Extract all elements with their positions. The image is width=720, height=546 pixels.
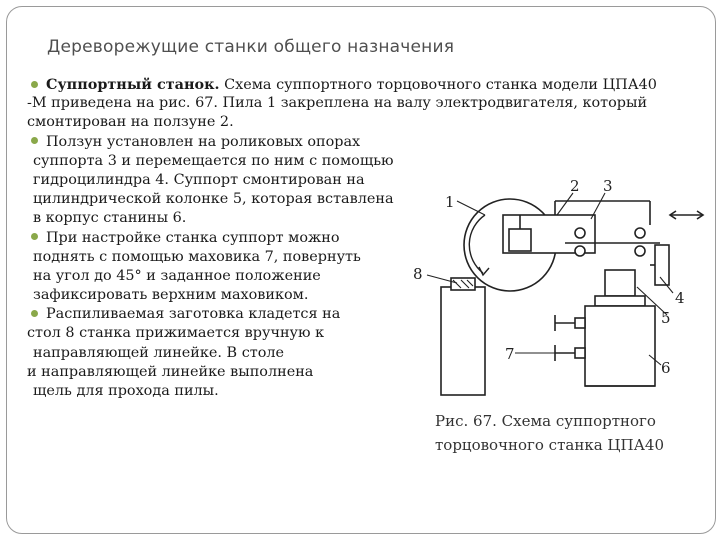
paragraph-3-line-2: поднять с помощью маховика 7, повернуть [33, 248, 361, 265]
paragraph-4-line-3: направляющей линейке. В столе [33, 344, 285, 361]
label-5: 5 [661, 309, 671, 327]
paragraph-text: При настройке станка суппорт можно [46, 229, 340, 246]
paragraph-2-line-3: гидроцилиндра 4. Суппорт смонтирован на [33, 171, 365, 188]
paragraph-2-line-1 [27, 133, 707, 152]
term-support-machine: Суппортный станок. [46, 76, 220, 93]
bullet-icon [31, 137, 38, 144]
machine-diagram [405, 175, 705, 405]
label-6: 6 [661, 359, 671, 377]
label-2: 2 [570, 177, 580, 195]
paragraph-1-line-3: смонтирован на ползуне 2. [27, 114, 234, 131]
figure-caption [435, 409, 664, 457]
slide-title: Дереворежущие станки общего назначения [47, 37, 455, 57]
paragraph-4-line-5: щель для прохода пилы. [33, 383, 219, 399]
label-8: 8 [413, 265, 423, 283]
label-1: 1 [445, 193, 455, 211]
caption-line-2: торцовочного станка ЦПА40 [435, 436, 665, 454]
slide [6, 6, 716, 534]
paragraph-1-line-1 [27, 75, 707, 94]
motor-hub [509, 229, 531, 251]
label-4: 4 [675, 289, 685, 307]
paragraph-3-line-3: на угол до 45° и заданное положение [33, 267, 321, 284]
paragraph-text: Распиливаемая заготовка кладется на [46, 306, 341, 323]
column [605, 270, 635, 296]
bullet-icon [31, 310, 38, 317]
label-7: 7 [505, 345, 515, 363]
paragraph-2-line-5: в корпус станины 6. [33, 210, 187, 227]
caption-line-1: Рис. 67. Схема суппортного [435, 412, 656, 430]
paragraph-4-line-2: стол 8 станка прижимается вручную к [27, 325, 325, 342]
paragraph-2-line-2: суппорта 3 и перемещается по ним с помощью [33, 152, 394, 169]
paragraph-1-line-2: -М приведена на рис. 67. Пила 1 закреплена на валу электродвигателя, который [27, 95, 648, 112]
bullet-icon [31, 81, 38, 88]
paragraph-2-line-4: цилиндрической колонке 5, которая вставлена [33, 191, 394, 208]
bed [585, 306, 655, 386]
paragraph-3-line-4: зафиксировать верхним маховиком. [33, 287, 309, 304]
paragraph-text: Схема суппортного торцовочного станка модели ЦПА40 [219, 77, 657, 93]
table [441, 287, 485, 395]
paragraph-text: Ползун установлен на роликовых опорах [46, 133, 361, 150]
bullet-icon [31, 233, 38, 240]
paragraph-4-line-4: и направляющей линейке выполнена [27, 363, 314, 380]
label-3: 3 [603, 177, 613, 195]
